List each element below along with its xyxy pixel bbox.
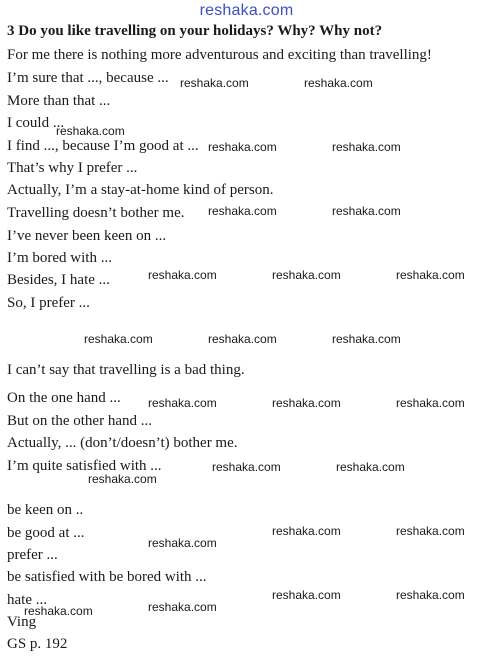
phrase-line: So, I prefer ... (7, 295, 90, 311)
phrase-line: be good at ... (7, 525, 85, 541)
phrase-line: I could ... (7, 115, 65, 131)
watermark-text: reshaka.com (212, 460, 281, 474)
watermark-text: reshaka.com (396, 396, 465, 410)
watermark-text: reshaka.com (148, 268, 217, 282)
watermark-text: reshaka.com (272, 396, 341, 410)
phrase-line: More than that ... (7, 93, 111, 109)
phrase-line: But on the other hand ... (7, 413, 152, 429)
watermark-text: reshaka.com (336, 460, 405, 474)
phrase-line: Actually, ... (don’t/doesn’t) bother me. (7, 435, 238, 451)
phrase-line: prefer ... (7, 547, 58, 563)
watermark-text: reshaka.com (56, 124, 125, 138)
phrase-line: Ving (7, 614, 37, 630)
watermark-text: reshaka.com (148, 396, 217, 410)
watermark-text: reshaka.com (24, 604, 93, 618)
watermark-text: reshaka.com (332, 204, 401, 218)
watermark-text: reshaka.com (148, 536, 217, 550)
phrase-line: be satisfied with be bored with ... (7, 569, 207, 585)
watermark-text: reshaka.com (208, 204, 277, 218)
phrase-line: I find ..., because I’m good at ... (7, 138, 199, 154)
exercise-heading: 3 Do you like travelling on your holidays? Why? Why not? (7, 23, 383, 39)
phrase-line: I’ve never been keen on ... (7, 228, 167, 244)
watermark-text: reshaka.com (84, 332, 153, 346)
watermark-text: reshaka.com (272, 268, 341, 282)
phrase-line: I’m quite satisfied with ... (7, 458, 162, 474)
phrase-line: That’s why I prefer ... (7, 160, 138, 176)
watermark-text: reshaka.com (396, 268, 465, 282)
watermark-text: reshaka.com (304, 76, 373, 90)
phrase-line: be keen on .. (7, 502, 84, 518)
phrase-line: I’m sure that ..., because ... (7, 70, 169, 86)
watermark-text: reshaka.com (88, 472, 157, 486)
phrase-line: On the one hand ... (7, 390, 121, 406)
phrase-line: Actually, I’m a stay-at-home kind of person. (7, 182, 274, 198)
watermark-text: reshaka.com (332, 332, 401, 346)
phrase-line: hate ... (7, 592, 47, 608)
phrase-line: Besides, I hate ... (7, 272, 110, 288)
phrase-line: I can’t say that travelling is a bad thing. (7, 362, 245, 378)
watermark-text: reshaka.com (272, 524, 341, 538)
header-watermark: reshaka.com (199, 2, 294, 19)
watermark-text: reshaka.com (208, 140, 277, 154)
watermark-text: reshaka.com (272, 588, 341, 602)
phrase-line: I’m bored with ... (7, 250, 112, 266)
phrase-line: For me there is nothing more adventurous and exciting than travelling! (7, 47, 432, 63)
watermark-text: reshaka.com (332, 140, 401, 154)
watermark-text: reshaka.com (180, 76, 249, 90)
watermark-text: reshaka.com (148, 600, 217, 614)
watermark-text: reshaka.com (396, 524, 465, 538)
watermark-text: reshaka.com (396, 588, 465, 602)
watermark-text: reshaka.com (208, 332, 277, 346)
phrase-line: Travelling doesn’t bother me. (7, 205, 185, 221)
phrase-line: GS p. 192 (7, 636, 68, 652)
